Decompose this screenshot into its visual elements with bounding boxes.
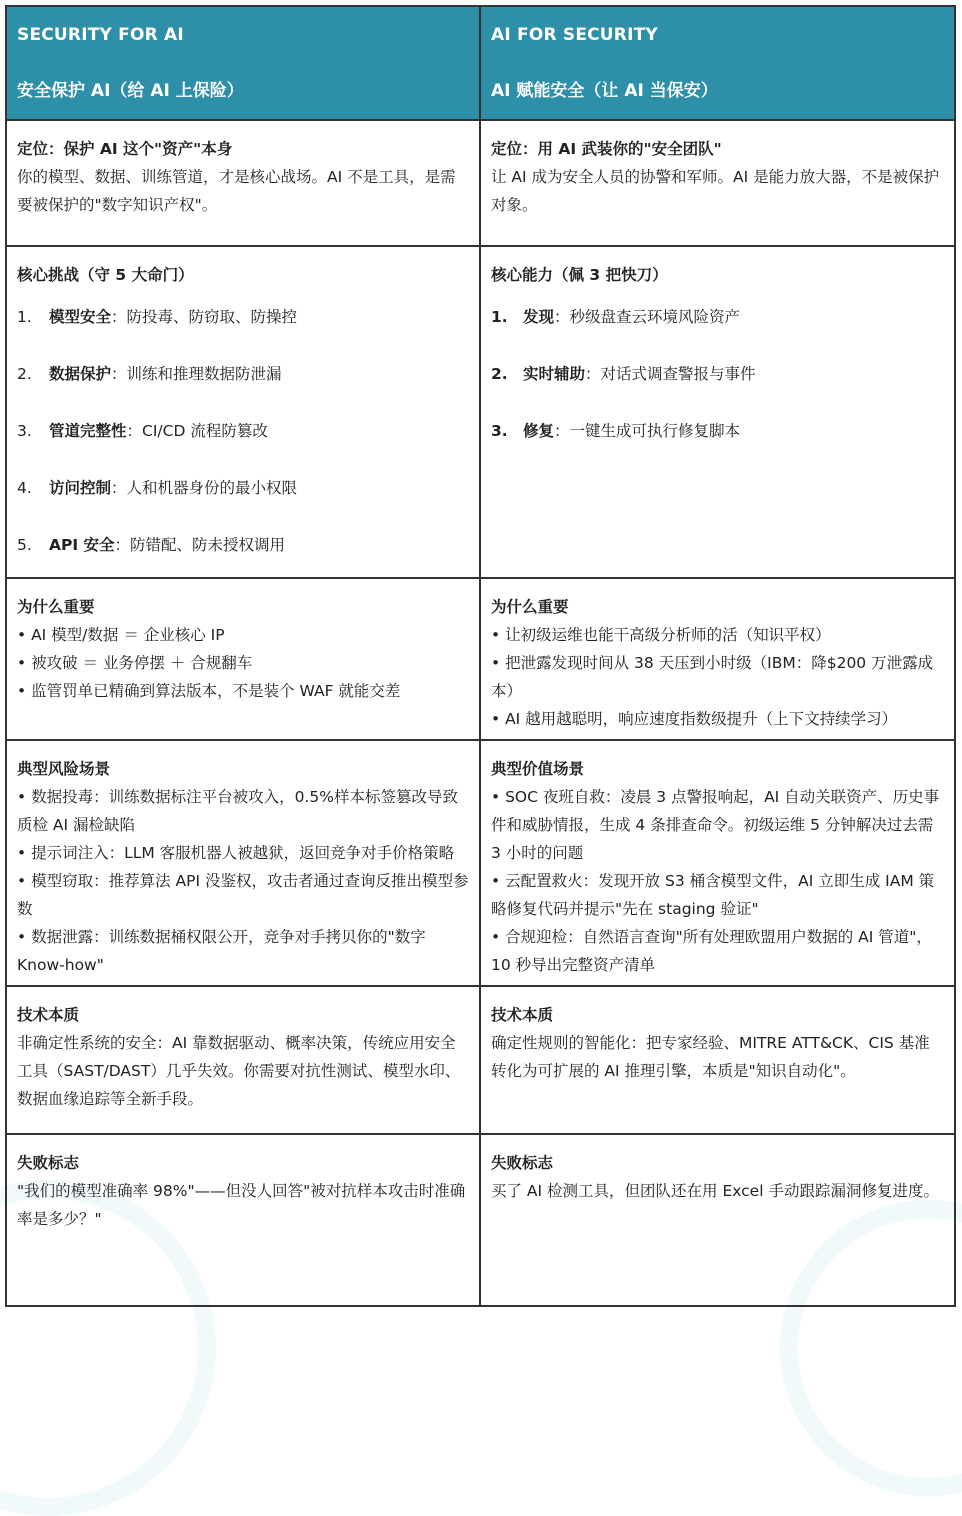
- essence-left-body: 非确定性系统的安全：AI 靠数据驱动、概率决策，传统应用安全工具（SAST/DAST）几乎失效。你需要对抗性测试、模型水印、数据血缘追踪等全新手段。: [17, 1034, 461, 1108]
- core-challenges-cell: [7, 247, 481, 579]
- why-right-title: 为什么重要: [491, 598, 569, 616]
- list-item-number: 4.: [17, 479, 32, 497]
- list-item: [17, 474, 469, 531]
- list-item: [17, 417, 469, 474]
- bullet-item: • 云配置救火：发现开放 S3 桶含模型文件，AI 立即生成 IAM 策略修复代码并提示"先在 staging 验证": [491, 872, 935, 918]
- core-capabilities-title: 核心能力（佩 3 把快刀）: [491, 266, 668, 284]
- list-item: [491, 360, 944, 417]
- list-item-label: 管道完整性: [49, 422, 127, 440]
- positioning-left-cell: [7, 121, 481, 247]
- failure-right-body: 买了 AI 检测工具，但团队还在用 Excel 手动跟踪漏洞修复进度。: [491, 1182, 939, 1200]
- why-right-list: [491, 621, 944, 733]
- list-item: [491, 417, 944, 474]
- list-item-text: ：防错配、防未授权调用: [114, 536, 286, 554]
- list-item-number: 3.: [491, 422, 508, 440]
- positioning-right-body: 让 AI 成为安全人员的协警和军师。AI 是能力放大器，不是被保护对象。: [491, 168, 940, 214]
- bullet-item: • AI 模型/数据 ＝ 企业核心 IP: [17, 626, 225, 644]
- why-left-title: 为什么重要: [17, 598, 95, 616]
- list-item-number: 1.: [491, 308, 508, 326]
- header-left-zh: 安全保护 AI（给 AI 上保险）: [17, 81, 244, 101]
- list-item-number: 3.: [17, 422, 32, 440]
- header-ai-for-security: [481, 7, 954, 121]
- value-scenarios-title: 典型价值场景: [491, 760, 585, 778]
- list-item-label: 模型安全: [49, 308, 112, 326]
- list-item-label: 修复: [523, 422, 555, 440]
- list-item-label: 访问控制: [49, 479, 112, 497]
- core-challenges-list: [17, 303, 469, 579]
- list-item-label: 发现: [523, 308, 555, 326]
- bullet-item: • 模型窃取：推荐算法 API 没鉴权，攻击者通过查询反推出模型参数: [17, 872, 469, 918]
- bullet-item: • 数据泄露：训练数据桶权限公开，竞争对手拷贝你的"数字 Know-how": [17, 928, 426, 974]
- list-item-label: 实时辅助: [523, 365, 586, 383]
- why-left-list: [17, 621, 469, 705]
- bullet-item: • 让初级运维也能干高级分析师的活（知识平权）: [491, 626, 831, 644]
- essence-right-title: 技术本质: [491, 1006, 554, 1024]
- positioning-left-title: 定位：保护 AI 这个"资产"本身: [17, 140, 233, 158]
- value-scenarios-list: [491, 783, 944, 979]
- list-item-number: 2.: [17, 365, 32, 383]
- failure-left-title: 失败标志: [17, 1154, 80, 1172]
- list-item: [491, 303, 944, 360]
- positioning-right-title: 定位：用 AI 武装你的"安全团队": [491, 140, 722, 158]
- bullet-item: • SOC 夜班自救：凌晨 3 点警报响起，AI 自动关联资产、历史事件和威胁情报，生成 4 条排查命令。初级运维 5 分钟解决过去需 3 小时的问题: [491, 788, 940, 862]
- failure-left-cell: [7, 1135, 481, 1305]
- list-item-label: API 安全: [49, 536, 115, 554]
- bullet-item: • 提示词注入：LLM 客服机器人被越狱，返回竞争对手价格策略: [17, 844, 455, 862]
- bullet-item: • 把泄露发现时间从 38 天压到小时级（IBM：降$200 万泄露成本）: [491, 654, 934, 700]
- bullet-item: • 被攻破 ＝ 业务停摆 ＋ 合规翻车: [17, 654, 253, 672]
- list-item-text: ：人和机器身份的最小权限: [111, 479, 298, 497]
- list-item-text: ：秒级盘查云环境风险资产: [554, 308, 741, 326]
- header-right-zh: AI 赋能安全（让 AI 当保安）: [491, 81, 718, 101]
- failure-left-body: "我们的模型准确率 98%"——但没人回答"被对抗样本攻击时准确率是多少？": [17, 1182, 466, 1228]
- bullet-item: • 合规迎检：自然语言查询"所有处理欧盟用户数据的 AI 管道"，10 秒导出完整资产清单: [491, 928, 932, 974]
- header-right-en: AI FOR SECURITY: [491, 25, 658, 45]
- failure-right-title: 失败标志: [491, 1154, 554, 1172]
- essence-left-title: 技术本质: [17, 1006, 80, 1024]
- list-item-number: 5.: [17, 536, 32, 554]
- bullet-item: • AI 越用越聪明，响应速度指数级提升（上下文持续学习）: [491, 710, 898, 728]
- list-item: [17, 360, 469, 417]
- list-item-number: 1.: [17, 308, 32, 326]
- list-item-number: 2.: [491, 365, 508, 383]
- risk-scenarios-list: [17, 783, 469, 979]
- essence-left-cell: [7, 987, 481, 1135]
- list-item-text: ：一键生成可执行修复脚本: [554, 422, 741, 440]
- value-scenarios-cell: [481, 741, 954, 987]
- list-item-text: ：防投毒、防窃取、防操控: [111, 308, 298, 326]
- risk-scenarios-title: 典型风险场景: [17, 760, 111, 778]
- list-item: [17, 303, 469, 360]
- header-left-en: SECURITY FOR AI: [17, 25, 184, 45]
- core-capabilities-cell: [481, 247, 954, 579]
- core-challenges-title: 核心挑战（守 5 大命门）: [17, 266, 194, 284]
- bullet-item: • 监管罚单已精确到算法版本，不是装个 WAF 就能交差: [17, 682, 401, 700]
- why-right-cell: [481, 579, 954, 741]
- essence-right-body: 确定性规则的智能化：把专家经验、MITRE ATT&CK、CIS 基准转化为可扩展的 AI 推理引擎，本质是"知识自动化"。: [491, 1034, 930, 1080]
- why-left-cell: [7, 579, 481, 741]
- comparison-table: [5, 5, 956, 1307]
- header-security-for-ai: [7, 7, 481, 121]
- list-item: [17, 531, 469, 579]
- core-capabilities-list: [491, 303, 944, 474]
- positioning-right-cell: [481, 121, 954, 247]
- list-item-text: ：CI/CD 流程防篡改: [126, 422, 268, 440]
- essence-right-cell: [481, 987, 954, 1135]
- list-item-label: 数据保护: [49, 365, 112, 383]
- failure-right-cell: [481, 1135, 954, 1305]
- bullet-item: • 数据投毒：训练数据标注平台被攻入，0.5%样本标签篡改导致质检 AI 漏检缺陷: [17, 788, 458, 834]
- list-item-text: ：训练和推理数据防泄漏: [111, 365, 282, 383]
- risk-scenarios-cell: [7, 741, 481, 987]
- list-item-text: ：对话式调查警报与事件: [585, 365, 756, 383]
- positioning-left-body: 你的模型、数据、训练管道，才是核心战场。AI 不是工具，是需要被保护的"数字知识产权"。: [17, 168, 456, 214]
